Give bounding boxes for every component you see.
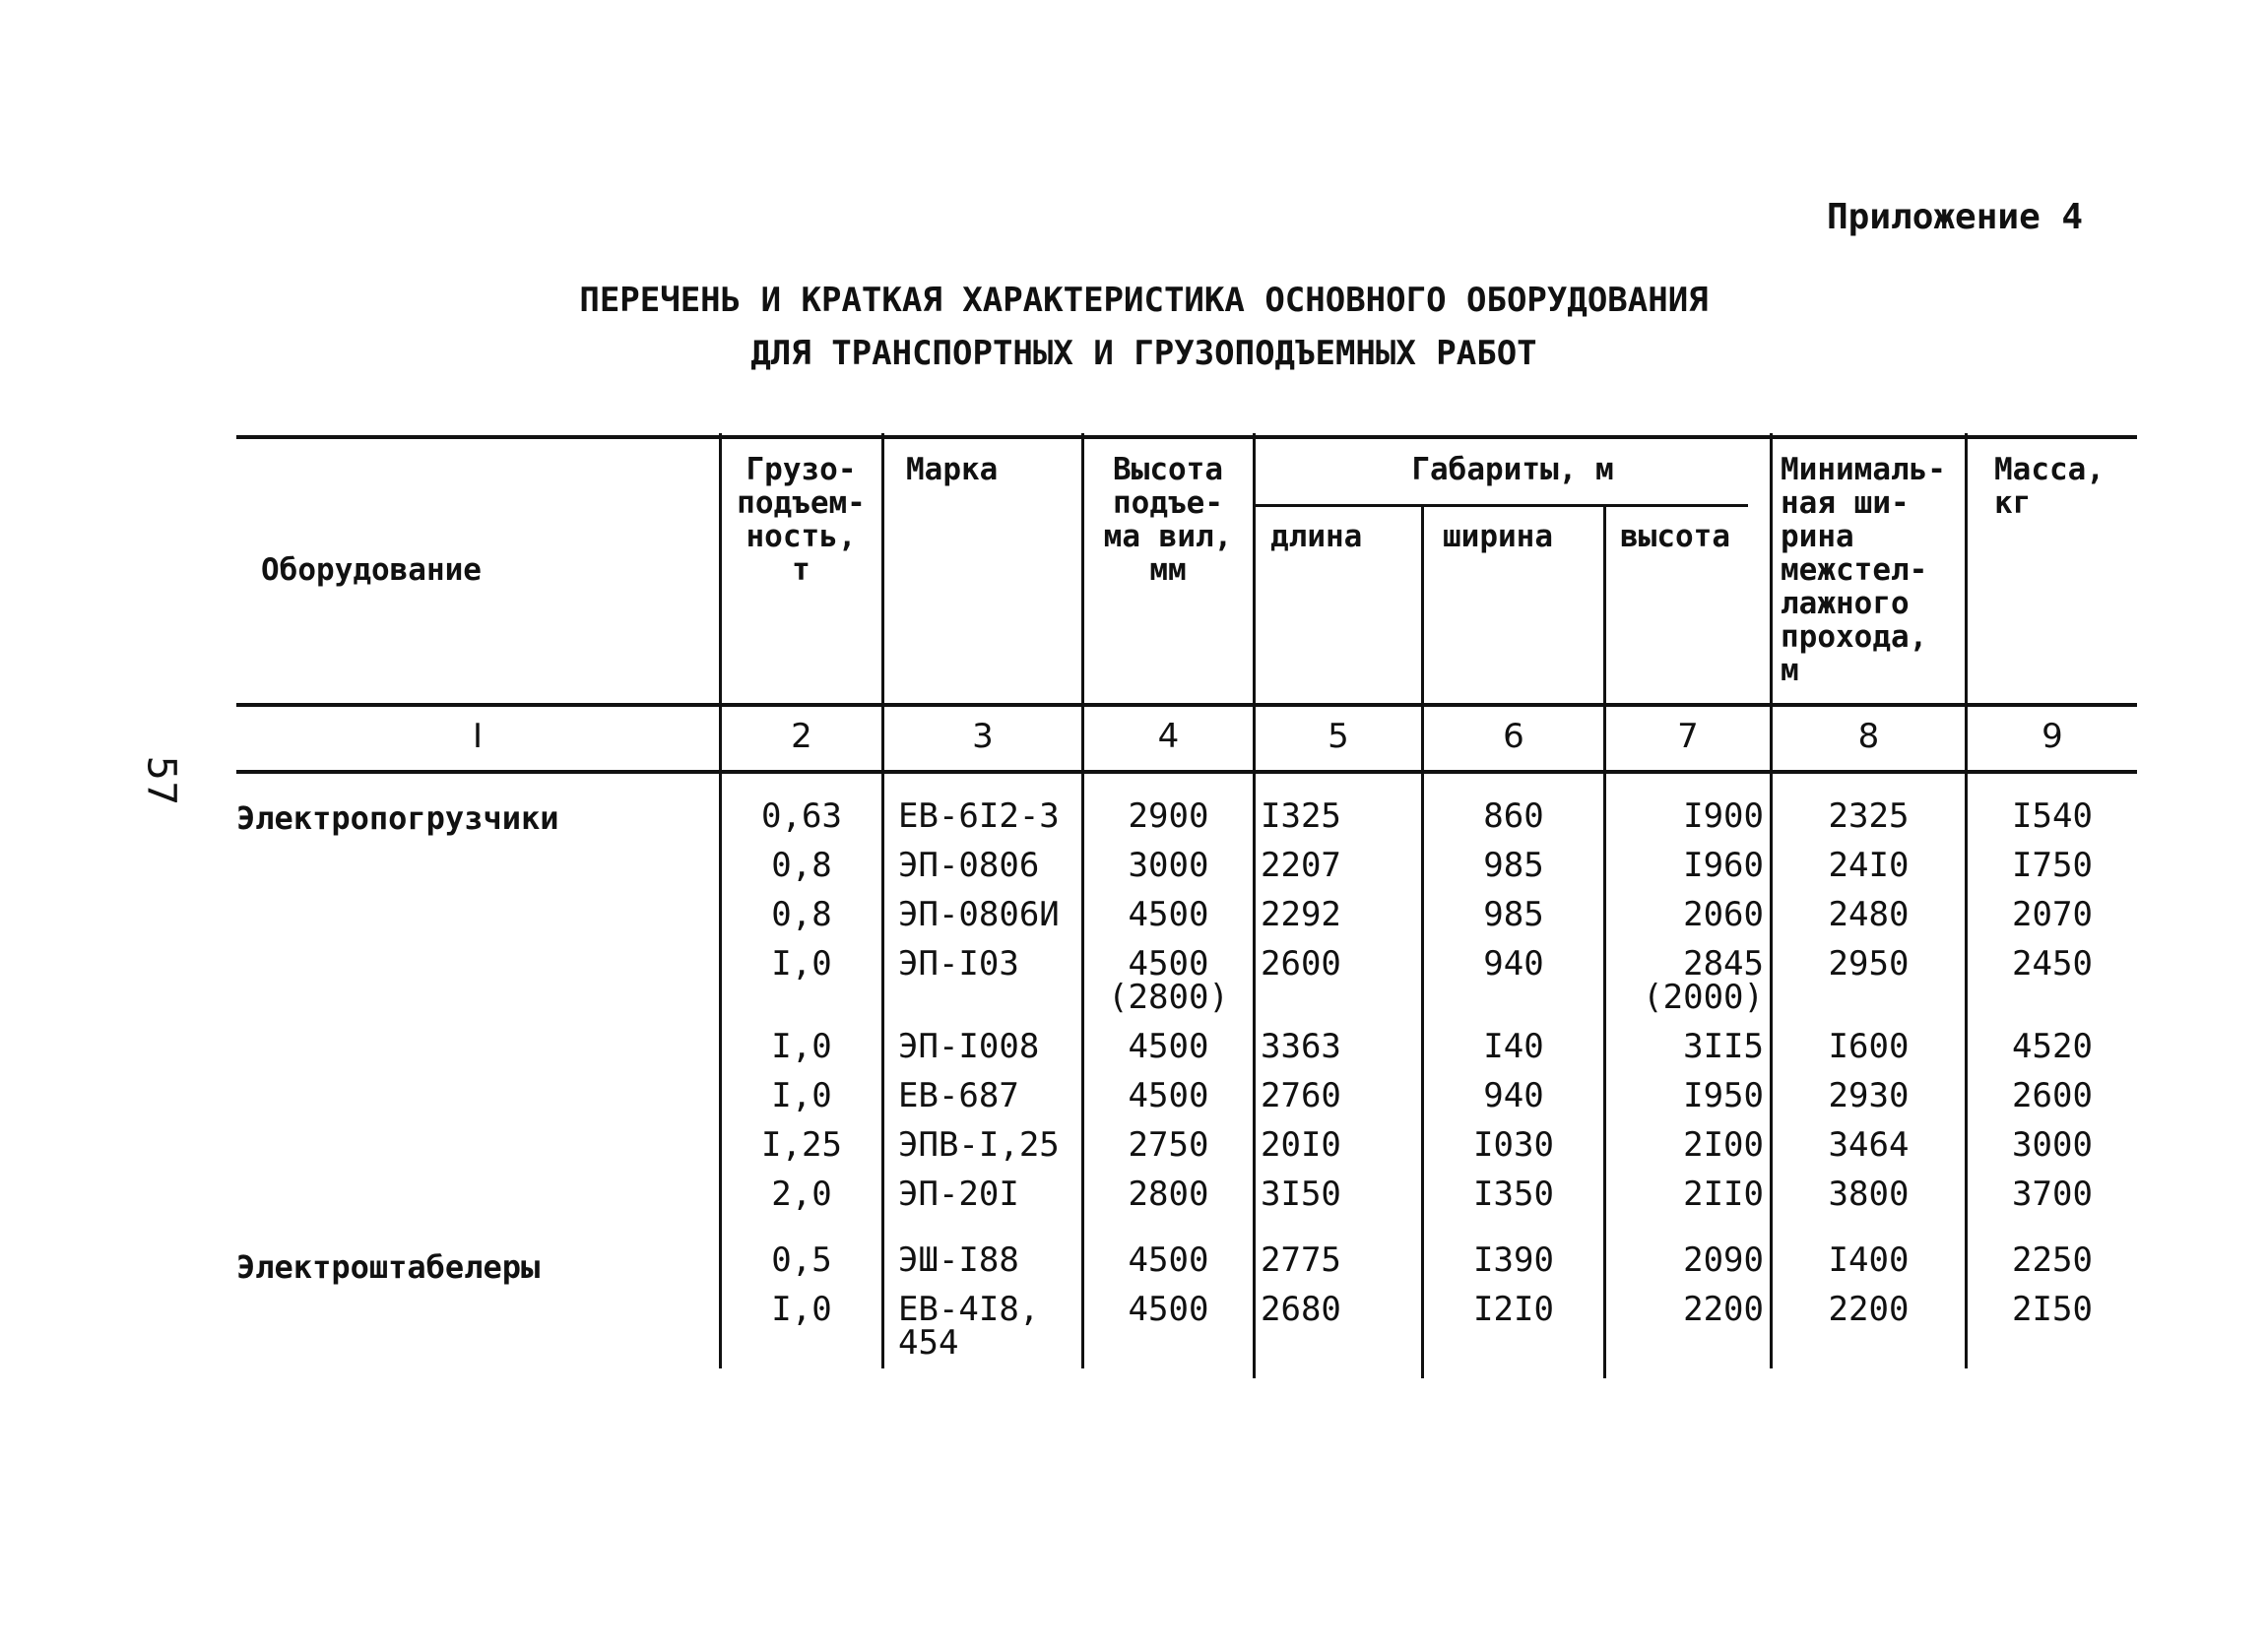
cell-brand: ЭП-I008 [898, 1027, 1040, 1066]
col-number: 4 [1157, 717, 1180, 756]
cell-length: 3363 [1261, 1027, 1341, 1066]
cell-lift-height: 2800 [1128, 1175, 1209, 1214]
cell-brand: ЭПВ-I,25 [898, 1125, 1060, 1165]
header-lift-height: Высота подъе- ма вил, мм [1103, 452, 1233, 588]
cell-mass: 4520 [2012, 1027, 2093, 1066]
cell-lift-height: 4500 [1128, 1290, 1209, 1329]
cell-brand: ЕВ-4I8, 454 [898, 1290, 1040, 1363]
title-line-1: ПЕРЕЧЕНЬ И КРАТКАЯ ХАРАКТЕРИСТИКА ОСНОВНОГО ОБОРУДОВАНИЯ [579, 281, 1709, 320]
header-dimensions: Габариты, м [1411, 452, 1614, 487]
header-length: длина [1270, 519, 1363, 554]
cell-height: I960 [1683, 846, 1764, 885]
cell-length: 2292 [1261, 895, 1341, 934]
group-label-electric-stackers: Электроштабелеры [236, 1248, 541, 1286]
col-number: 2 [791, 717, 812, 756]
cell-width: 860 [1483, 796, 1544, 836]
cell-height: 2060 [1683, 895, 1764, 934]
cell-capacity: 0,5 [771, 1240, 832, 1280]
dimensions-subheader-rule [1256, 504, 1748, 507]
cell-height: 2845 (2000) [1643, 944, 1764, 1017]
cell-height: I900 [1683, 796, 1764, 836]
page-number: 57 [138, 755, 184, 806]
cell-height: 2090 [1683, 1240, 1764, 1280]
cell-width: 940 [1483, 944, 1544, 984]
cell-capacity: I,0 [771, 1027, 832, 1066]
cell-lift-height: 2750 [1128, 1125, 1209, 1165]
cell-min-aisle-width: 3800 [1828, 1175, 1910, 1214]
cell-width: I2I0 [1473, 1290, 1554, 1329]
header-capacity: Грузо- подъем- ность, т [737, 452, 866, 588]
header-min-aisle-width: Минималь- ная ши- рина межстел- лажного прохода, м [1781, 452, 1946, 688]
cell-lift-height: 4500 [1128, 895, 1209, 934]
cell-mass: 2250 [2012, 1240, 2093, 1280]
header-equipment: Оборудование [261, 552, 482, 588]
group-label-electric-forklifts: Электропогрузчики [236, 799, 559, 837]
cell-mass: 2I50 [2012, 1290, 2093, 1329]
cell-lift-height: 4500 [1128, 1027, 1209, 1066]
cell-brand: ЕВ-687 [898, 1076, 1019, 1115]
cell-length: I325 [1261, 796, 1341, 836]
cell-mass: 3000 [2012, 1125, 2093, 1165]
cell-capacity: I,25 [761, 1125, 842, 1165]
col-divider [881, 433, 884, 1368]
equipment-table [236, 433, 2137, 1378]
cell-length: 2680 [1261, 1290, 1341, 1329]
cell-mass: 3700 [2012, 1175, 2093, 1214]
header-mass: Масса, кг [1994, 452, 2105, 521]
cell-capacity: I,0 [771, 1290, 832, 1329]
cell-width: I390 [1473, 1240, 1554, 1280]
cell-width: 940 [1483, 1076, 1544, 1115]
cell-length: 2207 [1261, 846, 1341, 885]
cell-length: 2600 [1261, 944, 1341, 984]
header-height: высота [1620, 519, 1730, 554]
cell-height: I950 [1683, 1076, 1764, 1115]
table-top-rule [236, 435, 2137, 439]
cell-brand: ЭП-I03 [898, 944, 1019, 984]
cell-width: 985 [1483, 846, 1544, 885]
col-number: 3 [972, 717, 994, 756]
cell-capacity: 0,63 [761, 796, 842, 836]
cell-width: I030 [1473, 1125, 1554, 1165]
cell-brand: ЕВ-6I2-3 [898, 796, 1060, 836]
cell-length: 3I50 [1261, 1175, 1341, 1214]
cell-min-aisle-width: 24I0 [1828, 846, 1910, 885]
cell-min-aisle-width: 3464 [1828, 1125, 1910, 1165]
header-bottom-rule [236, 703, 2137, 707]
cell-capacity: 2,0 [771, 1175, 832, 1214]
col-number: 5 [1328, 717, 1349, 756]
col-number: 7 [1677, 717, 1699, 756]
cell-min-aisle-width: I400 [1828, 1240, 1910, 1280]
cell-mass: 2600 [2012, 1076, 2093, 1115]
cell-min-aisle-width: 2480 [1828, 895, 1910, 934]
cell-length: 2775 [1261, 1240, 1341, 1280]
col-number: I [472, 717, 484, 756]
cell-height: 2II0 [1683, 1175, 1764, 1214]
cell-lift-height: 4500 [1128, 1076, 1209, 1115]
cell-mass: I750 [2012, 846, 2093, 885]
appendix-label: Приложение 4 [1827, 197, 2084, 237]
cell-mass: 2450 [2012, 944, 2093, 984]
numbers-bottom-rule [236, 770, 2137, 774]
cell-width: I350 [1473, 1175, 1554, 1214]
cell-min-aisle-width: 2930 [1828, 1076, 1910, 1115]
cell-mass: I540 [2012, 796, 2093, 836]
cell-height: 2I00 [1683, 1125, 1764, 1165]
cell-min-aisle-width: 2325 [1828, 796, 1910, 836]
cell-length: 20I0 [1261, 1125, 1341, 1165]
cell-min-aisle-width: 2950 [1828, 944, 1910, 984]
col-number: 9 [2041, 717, 2063, 756]
cell-lift-height: 3000 [1128, 846, 1209, 885]
header-width: ширина [1443, 519, 1553, 554]
cell-capacity: I,0 [771, 1076, 832, 1115]
cell-width: 985 [1483, 895, 1544, 934]
cell-min-aisle-width: 2200 [1828, 1290, 1910, 1329]
col-number: 6 [1503, 717, 1524, 756]
cell-width: I40 [1483, 1027, 1544, 1066]
cell-lift-height: 4500 [1128, 1240, 1209, 1280]
cell-lift-height: 2900 [1128, 796, 1209, 836]
header-brand: Марка [906, 452, 999, 487]
cell-brand: ЭШ-I88 [898, 1240, 1019, 1280]
cell-mass: 2070 [2012, 895, 2093, 934]
cell-brand: ЭП-0806И [898, 895, 1060, 934]
cell-brand: ЭП-20I [898, 1175, 1019, 1214]
cell-min-aisle-width: I600 [1828, 1027, 1910, 1066]
document-title [0, 274, 2268, 380]
cell-capacity: I,0 [771, 944, 832, 984]
col-divider [1253, 433, 1256, 1378]
cell-height: 3II5 [1683, 1027, 1764, 1066]
title-line-2: ДЛЯ ТРАНСПОРТНЫХ И ГРУЗОПОДЪЕМНЫХ РАБОТ [750, 334, 1537, 373]
cell-lift-height: 4500 (2800) [1108, 944, 1229, 1017]
cell-capacity: 0,8 [771, 895, 832, 934]
cell-capacity: 0,8 [771, 846, 832, 885]
col-number: 8 [1857, 717, 1880, 756]
cell-height: 2200 [1683, 1290, 1764, 1329]
cell-brand: ЭП-0806 [898, 846, 1040, 885]
cell-length: 2760 [1261, 1076, 1341, 1115]
